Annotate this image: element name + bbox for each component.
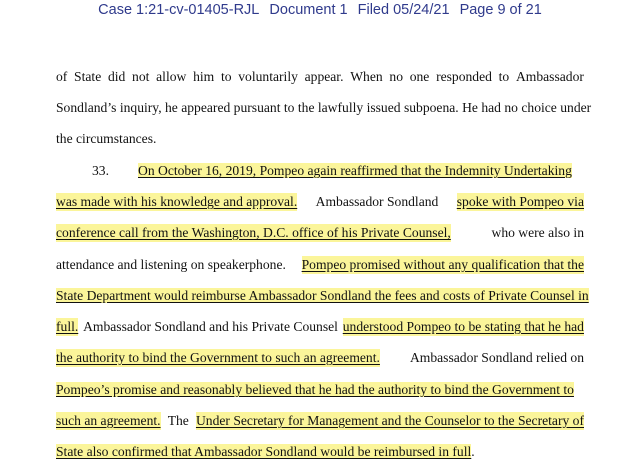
- body-text: .: [471, 444, 475, 459]
- word: When: [350, 69, 383, 84]
- word: to: [220, 69, 232, 84]
- body-text: Sondland’s inquiry, he appeared pursuant to the lawfully issued subpoena. He had no choice under: [56, 100, 592, 115]
- word: State: [74, 69, 102, 84]
- word: one: [409, 69, 430, 84]
- word: voluntarily: [238, 69, 298, 84]
- body-text: Ambassador Sondland: [315, 194, 439, 209]
- highlighted-text: understood Pompeo to be stating that he had: [342, 319, 584, 334]
- body-line-3: [56, 130, 584, 148]
- document-number: Document 1: [269, 2, 348, 18]
- word: appear.: [304, 69, 344, 84]
- highlighted-text: State Department would reimburse Ambassador Sondland the fees and costs of Private Counsel in: [56, 288, 589, 303]
- filed-date: Filed 05/24/21: [357, 2, 450, 18]
- body-line-2: [56, 99, 592, 117]
- page-number: Page 9 of 21: [459, 2, 542, 18]
- highlighted-text: was made with his knowledge and approval.: [56, 194, 298, 209]
- word: him: [193, 69, 215, 84]
- body-text: attendance and listening on speakerphone.: [56, 257, 286, 272]
- highlighted-text: On October 16, 2019, Pompeo again reaffirmed that the Indemnity Undertaking: [138, 163, 572, 178]
- highlighted-text: State also confirmed that Ambassador Sondland would be reimbursed in full: [56, 444, 472, 459]
- body-line-5: [56, 193, 584, 211]
- body-line-8: [56, 287, 589, 305]
- word: not: [132, 69, 150, 84]
- highlighted-text: Pompeo promised without any qualification that the: [301, 257, 584, 272]
- highlighted-text: Under Secretary for Management and the Counselor to the Secretary of: [195, 413, 584, 428]
- highlighted-text: conference call from the Washington, D.C. office of his Private Counsel,: [56, 225, 451, 240]
- word: Ambassador: [515, 69, 584, 84]
- case-number: Case 1:21-cv-01405-RJL: [98, 2, 260, 18]
- paragraph-number: 33.: [92, 163, 109, 178]
- word: allow: [156, 69, 187, 84]
- body-text: The: [167, 413, 189, 428]
- word: did: [107, 69, 126, 84]
- body-text: Ambassador Sondland and his Private Counsel: [83, 319, 338, 334]
- highlighted-text: full.: [56, 319, 79, 334]
- body-line-9: [56, 318, 584, 336]
- highlighted-text: such an agreement.: [56, 413, 161, 428]
- body-text: Ambassador Sondland relied on: [409, 350, 584, 365]
- body-line-6: [56, 224, 584, 242]
- body-line-7: [56, 256, 584, 274]
- body-text: who were also in: [491, 225, 584, 240]
- body-line-1: [56, 68, 584, 86]
- word: responded: [436, 69, 492, 84]
- word: to: [498, 69, 510, 84]
- highlighted-text: Pompeo’s promise and reasonably believed that he had the authority to bind the Government to: [56, 382, 574, 397]
- body-line-4: [56, 162, 584, 180]
- word: of: [56, 69, 68, 84]
- page-header: [0, 0, 640, 20]
- body-line-12: [56, 412, 584, 430]
- body-line-11: [56, 381, 584, 399]
- body-line-13: [56, 443, 584, 461]
- body-line-10: [56, 349, 584, 367]
- body-text: the circumstances.: [56, 131, 157, 146]
- word: no: [389, 69, 403, 84]
- highlighted-text: spoke with Pompeo via: [456, 194, 584, 209]
- highlighted-text: the authority to bind the Government to such an agreement.: [56, 350, 380, 365]
